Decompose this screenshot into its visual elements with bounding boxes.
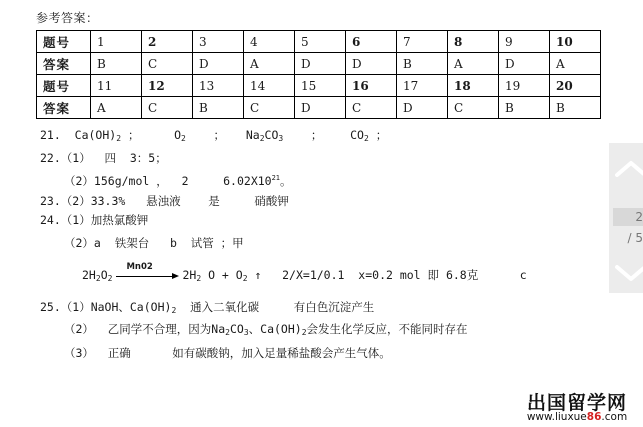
formula-text: O [100, 268, 108, 282]
current-page[interactable]: 2 [613, 208, 643, 226]
table-cell: 10 [550, 31, 601, 53]
table-cell: D [397, 97, 448, 119]
total-pages: / 5 [627, 231, 643, 245]
table-cell: B [91, 53, 142, 75]
answer-23: 23.（2）33.3% 悬浊液 是 硝酸钾 [40, 194, 289, 208]
table-cell: 7 [397, 31, 448, 53]
table-cell: 17 [397, 75, 448, 97]
table-cell: 1 [91, 31, 142, 53]
table-cell: B [499, 97, 550, 119]
table-cell: 5 [295, 31, 346, 53]
formula-text: Na [245, 128, 260, 142]
answer-25-line1 [40, 299, 374, 315]
table-cell: 3 [193, 31, 244, 53]
watermark-url [513, 411, 641, 423]
table-cell: C [142, 53, 193, 75]
table-cell: C [346, 97, 397, 119]
table-cell: B [397, 53, 448, 75]
table-cell: D [499, 53, 550, 75]
answer-24-line2: （2）a 铁架台 b 试管 ；甲 [64, 236, 244, 250]
answer-table [36, 30, 601, 119]
table-cell: A [448, 53, 499, 75]
subscript: 2 [196, 274, 202, 283]
table-row [37, 75, 601, 97]
table-cell: 11 [91, 75, 142, 97]
table-cell: 12 [142, 75, 193, 97]
question-number: 21. [40, 128, 61, 142]
row-header: 题号 [37, 75, 91, 97]
table-cell: 14 [244, 75, 295, 97]
answer-text: （2）156g/mol ， 2 6.02X10 [64, 174, 272, 188]
formula-text: O + O [201, 268, 243, 282]
subscript: 2 [301, 328, 307, 337]
table-cell: D [295, 97, 346, 119]
formula-text: CO [350, 128, 364, 142]
chevron-up-icon[interactable] [609, 149, 643, 189]
answer-text: 、Ca(OH) [248, 322, 302, 336]
subscript: 3 [278, 134, 284, 143]
answer-22-line1: 22.（1） 四 3：5； [40, 151, 167, 165]
answer-text: 会发生化学反应，不能同时存在 [306, 322, 468, 336]
separator: ； [127, 128, 140, 142]
page-navigator [609, 143, 643, 293]
table-cell: 19 [499, 75, 550, 97]
row-header: 题号 [37, 31, 91, 53]
subscript: 2 [95, 274, 101, 283]
table-cell: 9 [499, 31, 550, 53]
subscript: 2 [181, 134, 186, 143]
table-cell: D [193, 53, 244, 75]
formula-text: CO [264, 128, 279, 142]
answer-text: CO [229, 322, 244, 336]
subscript: 3 [243, 328, 249, 337]
reaction-arrow-icon [116, 261, 178, 283]
formula-text: ↑ 2/X=1/0.1 x=0.2 mol 即 6.8克 c [247, 268, 527, 282]
table-cell: D [346, 53, 397, 75]
table-cell: D [295, 53, 346, 75]
formula-text: 2H [182, 268, 197, 282]
answer-text: 通入二氧化碳 有白色沉淀产生 [176, 300, 375, 314]
formula-text: O [174, 128, 182, 142]
answer-text: （2） 乙同学不合理，因为Na [64, 322, 226, 336]
table-cell: B [193, 97, 244, 119]
formula-text: 2H [82, 268, 96, 282]
table-cell: 15 [295, 75, 346, 97]
separator: ； [375, 128, 388, 142]
page-heading: 参考答案： [36, 11, 99, 25]
table-cell: 16 [346, 75, 397, 97]
separator: ； [213, 128, 226, 142]
answer-25-line2 [64, 321, 468, 337]
separator: ； [310, 128, 323, 142]
chevron-down-icon[interactable] [609, 255, 643, 295]
table-cell: A [91, 97, 142, 119]
subscript: 2 [225, 328, 230, 337]
answer-24-line1: 24.（1）加热氯酸钾 [40, 213, 149, 227]
url-text: .com [601, 411, 628, 423]
table-cell: 2 [142, 31, 193, 53]
table-cell: A [550, 53, 601, 75]
table-cell: 20 [550, 75, 601, 97]
table-cell: 4 [244, 31, 295, 53]
row-header: 答案 [37, 53, 91, 75]
answer-22-line2 [64, 173, 292, 189]
table-cell: C [448, 97, 499, 119]
table-row [37, 53, 601, 75]
table-cell: B [550, 97, 601, 119]
row-header: 答案 [37, 97, 91, 119]
url-text: www.liuxue [526, 411, 587, 423]
subscript: 2 [116, 134, 122, 143]
answer-21 [40, 127, 387, 143]
table-cell: A [244, 53, 295, 75]
site-watermark [513, 388, 641, 424]
table-cell: C [244, 97, 295, 119]
subscript: 2 [242, 274, 248, 283]
answer-text: 25.（1）NaOH、Ca(OH) [40, 300, 172, 314]
formula-text: Ca(OH) [74, 128, 117, 142]
table-cell: 18 [448, 75, 499, 97]
subscript: 2 [259, 134, 265, 143]
subscript: 2 [107, 274, 113, 283]
table-row [37, 31, 601, 53]
table-row [37, 97, 601, 119]
answer-text: 。 [280, 174, 292, 188]
answer-24-equation [82, 261, 527, 283]
table-cell: C [142, 97, 193, 119]
subscript: 2 [171, 306, 177, 315]
table-cell: 6 [346, 31, 397, 53]
url-accent: 86 [586, 411, 602, 423]
catalyst-label: Mn02 [126, 261, 153, 272]
table-cell: 13 [193, 75, 244, 97]
subscript: 2 [363, 134, 369, 143]
superscript: 21 [271, 174, 281, 182]
watermark-title: 出国留学网 [526, 392, 627, 414]
answer-25-line3: （3） 正确 如有碳酸钠，加入足量稀盐酸会产生气体。 [64, 346, 391, 360]
table-cell: 8 [448, 31, 499, 53]
